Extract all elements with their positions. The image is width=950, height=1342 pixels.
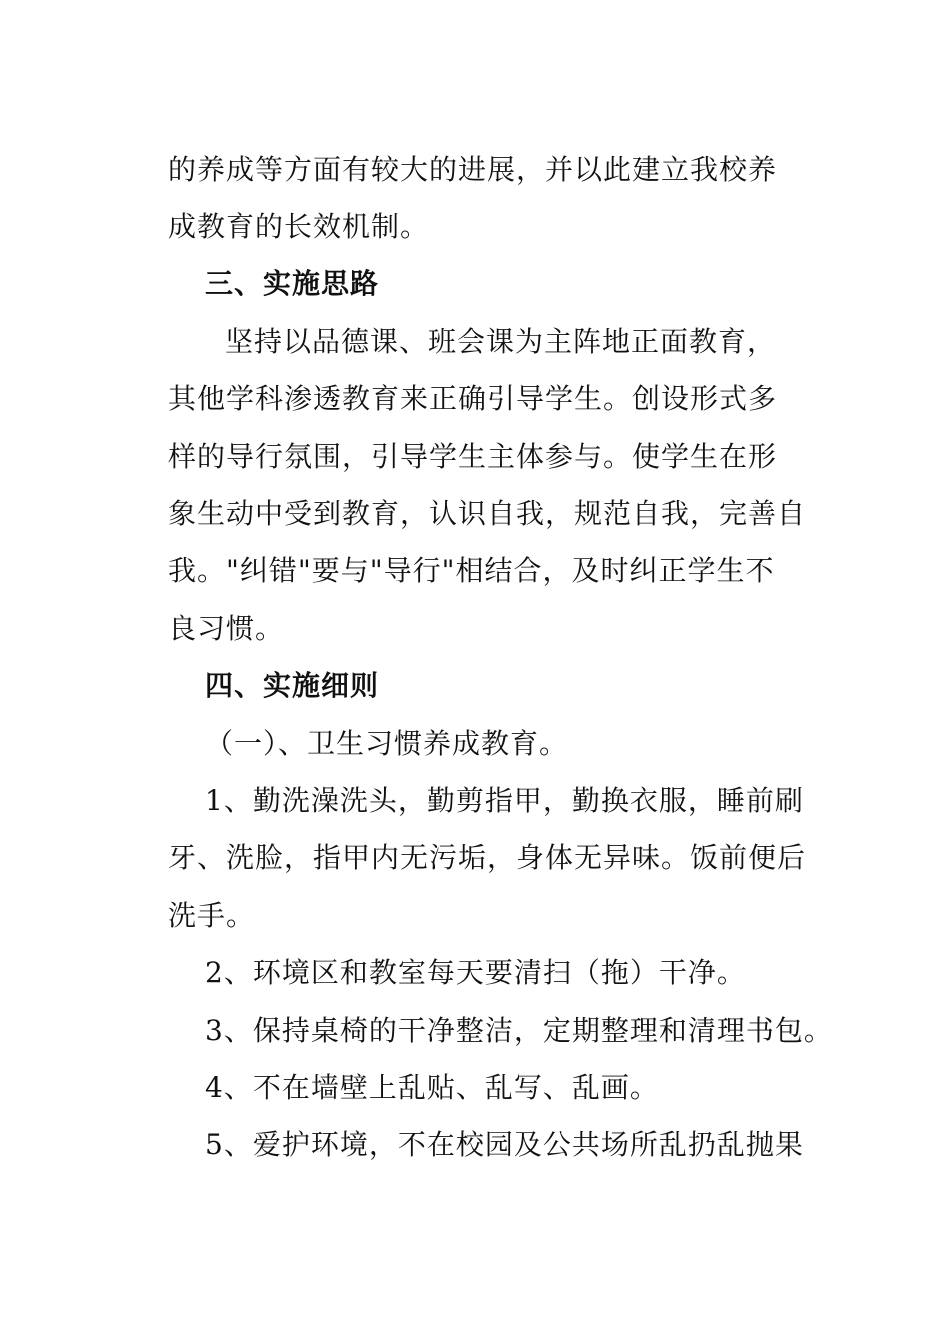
list-item: 3、保持桌椅的干净整洁，定期整理和清理书包。 bbox=[205, 1014, 833, 1047]
body-text-line: 坚持以品德课、班会课为主阵地正面教育， bbox=[225, 325, 777, 358]
body-text-line: 的养成等方面有较大的进展，并以此建立我校养 bbox=[168, 153, 778, 186]
list-item: 5、爱护环境，不在校园及公共场所乱扔乱抛果 bbox=[205, 1128, 804, 1161]
section-heading: 三、实施思路 bbox=[205, 267, 380, 300]
body-text-line: 象生动中受到教育，认识自我，规范自我，完善自 bbox=[168, 497, 807, 530]
body-text-line: 其他学科渗透教育来正确引导学生。创设形式多 bbox=[168, 382, 778, 415]
body-text-line: 成教育的长效机制。 bbox=[168, 210, 430, 243]
subsection-heading: （一）、卫生习惯养成教育。 bbox=[205, 727, 569, 760]
body-text-line: 我。"纠错"要与"导行"相结合，及时纠正学生不 bbox=[168, 554, 775, 587]
body-text-line: 良习惯。 bbox=[168, 612, 285, 645]
body-text-line: 牙、洗脸，指甲内无污垢，身体无异味。饭前便后 bbox=[168, 841, 807, 874]
body-text-line: 洗手。 bbox=[168, 899, 256, 932]
section-heading: 四、实施细则 bbox=[205, 669, 380, 702]
list-item: 2、环境区和教室每天要清扫（拖）干净。 bbox=[205, 956, 746, 989]
list-item: 1、勤洗澡洗头，勤剪指甲，勤换衣服，睡前刷 bbox=[205, 784, 804, 817]
list-item: 4、不在墙壁上乱贴、乱写、乱画。 bbox=[205, 1071, 659, 1104]
body-text-line: 样的导行氛围，引导学生主体参与。使学生在形 bbox=[168, 440, 778, 473]
